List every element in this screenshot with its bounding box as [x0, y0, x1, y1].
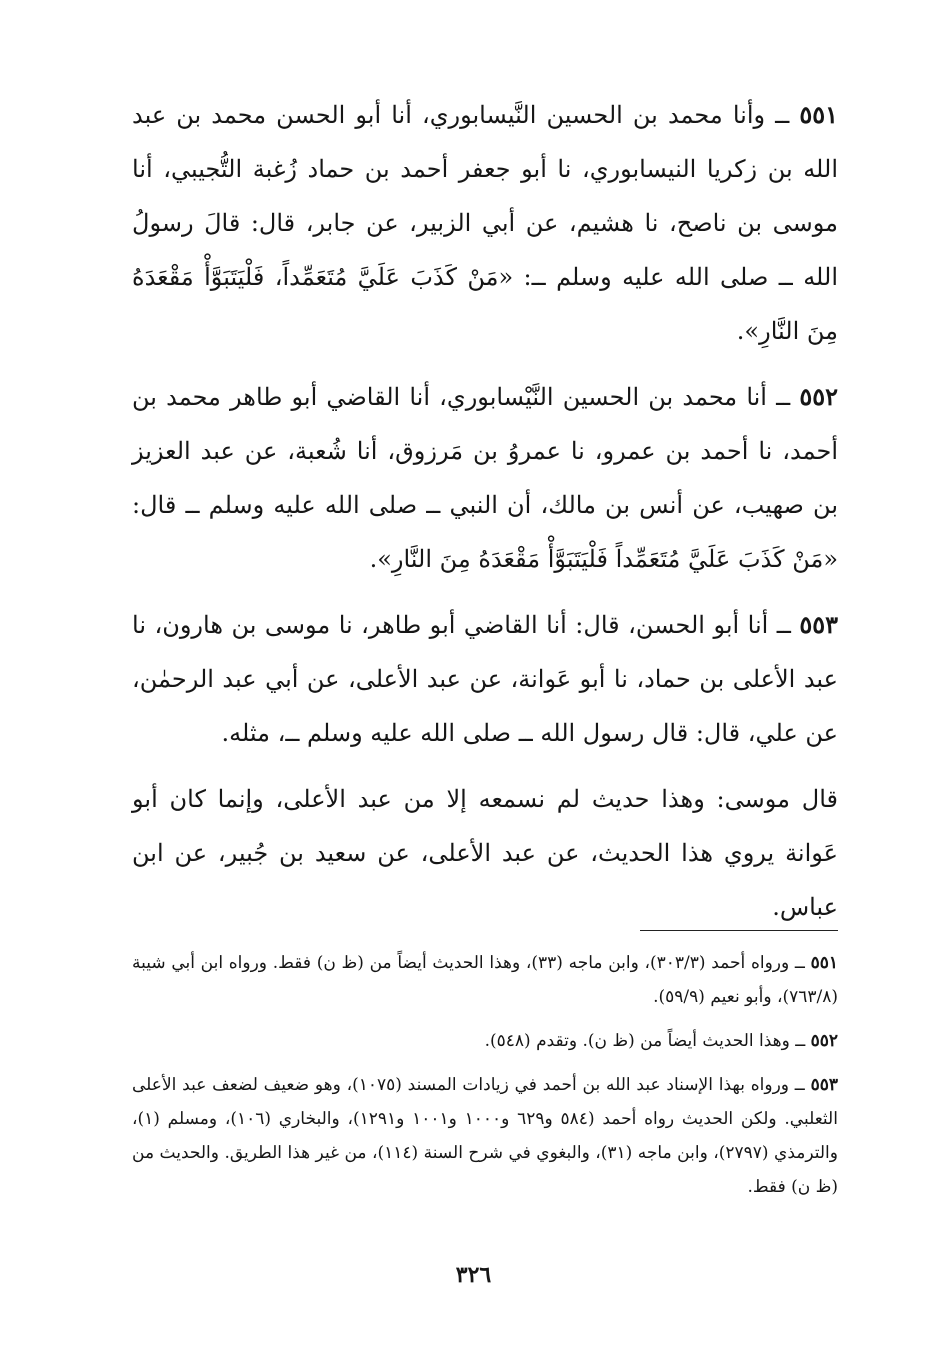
- main-text: [132, 88, 838, 946]
- commentary-paragraph: [132, 772, 838, 934]
- hadith-paragraph: [132, 370, 838, 586]
- footnote-text: ــ ورواه أحمد (٣٠٣/٣)، وابن ماجه (٣٣)، وهذا الحديث أيضاً من (ظ ن) فقط. ورواه ابن أبي شيبة (٧٦٣/٨)، وأبو نعيم (٥٩/٩).: [132, 953, 838, 1007]
- footnote: [132, 946, 838, 1014]
- hadith-number: ٥٥٢: [799, 382, 838, 411]
- footnote: [132, 1068, 838, 1204]
- hadith-paragraph: [132, 598, 838, 760]
- hadith-text: ــ أنا أبو الحسن، قال: أنا القاضي أبو طاهر، نا موسى بن هارون، نا عبد الأعلى بن حماد، نا أبو عَوانة، عن عبد الأعلى، عن أبي عبد الرحمٰن، عن علي، قال: قال رسول الله ــ صلى الله عليه وسلم ــ، مثله.: [132, 611, 838, 747]
- commentary-text: قال موسى: وهذا حديث لم نسمعه إلا من عبد الأعلى، وإنما كان أبو عَوانة يروي هذا الحديث، عن عبد الأعلى، عن سعيد بن جُبير، عن ابن عباس.: [132, 785, 838, 921]
- page-number: ٣٢٦: [455, 1262, 492, 1288]
- footnote-number: ٥٥٢: [810, 1031, 838, 1051]
- hadith-number: ٥٥٣: [799, 610, 838, 639]
- hadith-number: ٥٥١: [799, 100, 838, 129]
- footnote-number: ٥٥٣: [810, 1075, 838, 1095]
- footnote: [132, 1024, 838, 1058]
- hadith-paragraph: [132, 88, 838, 358]
- footnote-text: ــ ورواه بهذا الإسناد عبد الله بن أحمد في زيادات المسند (١٠٧٥)، وهو ضعيف لضعف عبد الأعلى الثعلبي. ولكن الحديث رواه أحمد (٥٨٤ و٦٢٩ و١٠٠٠ و١٠٠١ و١٢٩١)، والبخاري (١٠٦)، ومسلم (١)، والترمذي (٢٧٩٧)، وابن ماجه (٣١)، والبغوي في شرح السنة (١١٤)، من غير هذا الطريق. والحديث من (ظ ن) فقط.: [132, 1075, 838, 1197]
- hadith-text: ــ وأنا محمد بن الحسين النَّيسابوري، أنا أبو الحسن محمد بن عبد الله بن زكريا النيسابوري، نا أبو جعفر أحمد بن حماد زُغبة التُّجيبي، أنا موسى بن ناصح، نا هشيم، عن أبي الزبير، عن جابر، قال: قالَ رسولُ الله ــ صلى الله عليه وسلم ــ: «مَنْ كَذَبَ عَلَيَّ مُتَعَمِّداً، فَلْيَتَبَوَّأْ مَقْعَدَهُ مِنَ النَّارِ».: [132, 101, 838, 345]
- footnote-number: ٥٥١: [810, 953, 838, 973]
- footnote-text: ــ وهذا الحديث أيضاً من (ظ ن). وتقدم (٥٤٨).: [484, 1031, 811, 1051]
- hadith-text: ــ أنا محمد بن الحسين النَّيْسابوري، أنا القاضي أبو طاهر محمد بن أحمد، نا أحمد بن عمرو، نا عمروُ بن مَرزوق، أنا شُعبة، عن عبد العزيز بن صهيب، عن أنس بن مالك، أن النبي ــ صلى الله عليه وسلم ــ قال: «مَنْ كَذَبَ عَلَيَّ مُتَعَمِّداً فَلْيَتَبَوَّأْ مَقْعَدَهُ مِنَ النَّارِ».: [132, 383, 838, 573]
- footnotes: [132, 946, 838, 1214]
- footnote-divider: [640, 930, 838, 931]
